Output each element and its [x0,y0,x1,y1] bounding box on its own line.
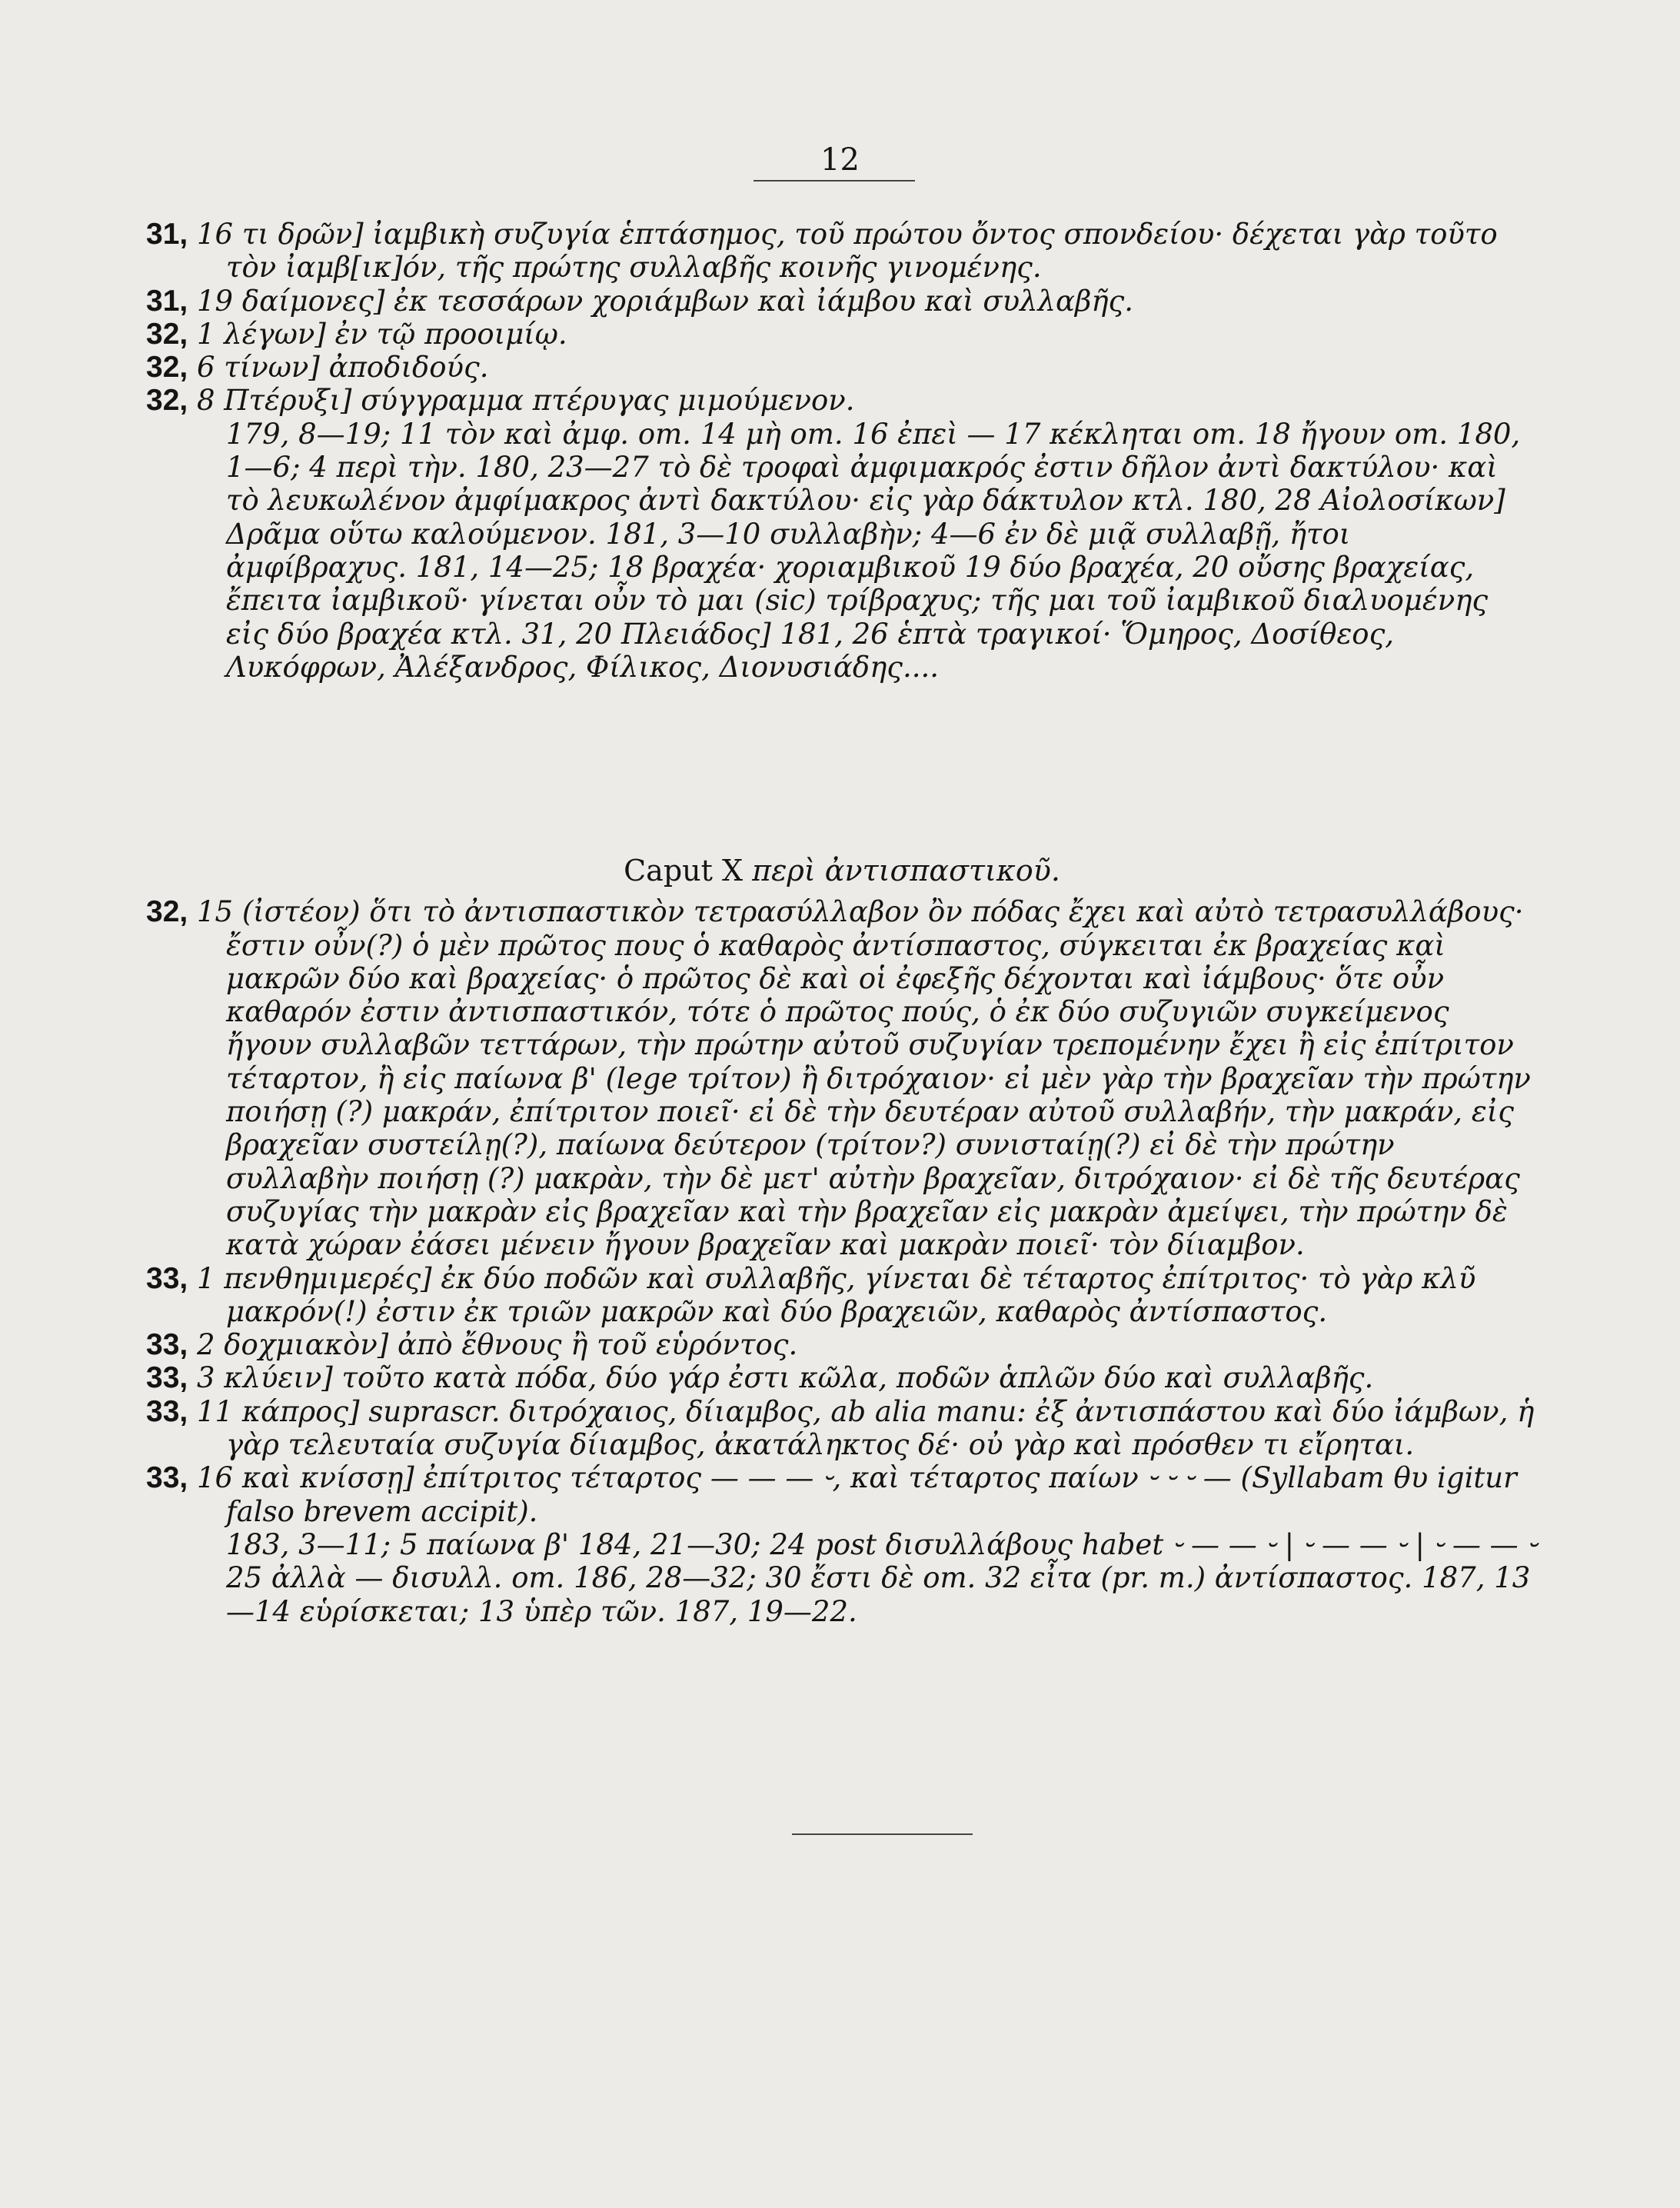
entry-text: 2 δοχμιακὸν] ἀπὸ ἔθνους ἢ τοῦ εὑρόντος. [196,1328,798,1362]
commentary-entry [146,318,1538,351]
entry-text: 16 τι δρῶν] ἰαμβικὴ συζυγία ἑπτάσημος, τοῦ πρώτου ὄντος σπονδείου· δέχεται γὰρ τοῦτο τὸν ἰαμβ[ικ]όν, τῆς πρώτης συλλαβῆς κοινῆς γινομένης. [196,218,1498,285]
entry-reference: 31, [146,284,188,318]
footer-rule [792,1833,973,1835]
entry-reference: 32, [146,351,188,385]
collation-note: 179, 8—19; 11 τὸν καὶ ἀμφ. om. 14 μὴ om. 16 ἐπεὶ — 17 κέκληται om. 18 ἤγουν om. 180, 1—6; 4 περὶ τὴν. 180, 23—27 τὸ δὲ τροφαὶ ἀμφιμακρός ἐστιν δῆλον ἀντὶ δακτύλου· καὶ τὸ λευκωλένον ἀμφίμακρος ἀντὶ δακτύλου· εἰς γὰρ δάκτυλον κτλ. 180, 28 Αἰολοσίκων] Δρᾶμα οὕτω καλούμενον. 181, 3—10 συλλαβὴν; 4—6 ἐν δὲ μιᾷ συλλαβῇ, ἤτοι ἀμφίβραχυς. 181, 14—25; 18 βραχέα· χοριαμβικοῦ 19 δύο βραχέα, 20 οὔσης βραχείας, ἔπειτα ἰαμβικοῦ· γίνεται οὖν τὸ μαι (sic) τρίβραχυς; τῆς μαι τοῦ ἰαμβικοῦ διαλυομένης εἰς δύο βραχέα κτλ. 31, 20 Πλειάδος] 181, 26 ἑπτὰ τραγικοί· Ὅμηρος, Δοσίθεος, Λυκόφρων, Ἀλέξανδρος, Φίλικος, Διονυσιάδης.... [226,417,1521,684]
entry-text: 11 κάπρος] suprascr. διτρόχαιος, δίιαμβος, ab alia manu: ἐξ ἀντισπάστου καὶ δύο ἰάμβων, ἡ γὰρ τελευταία συζυγία δίιαμβος, ἀκατάληκτος δέ· οὐ γὰρ καὶ πρόσθεν τι εἴρηται. [196,1394,1535,1462]
entry-reference: 33, [146,1261,188,1295]
commentary-entry [146,1262,1538,1329]
commentary-entry [146,1461,1538,1528]
entry-text: 6 τίνων] ἀποδιδούς. [196,351,489,385]
entry-reference: 32, [146,384,188,418]
commentary-entry [146,1361,1538,1394]
header-rule [754,180,915,182]
caput-label: Caput X [624,854,744,888]
entry-reference: 33, [146,1328,188,1362]
entry-text: 1 λέγων] ἐν τῷ προοιμίῳ. [196,317,567,351]
entry-reference: 32, [146,895,188,929]
entry-text: 19 δαίμονες] ἐκ τεσσάρων χοριάμβων καὶ ἰάμβου καὶ συλλαβῆς. [196,284,1134,318]
commentary-entry [146,895,1538,1261]
commentary-entry [146,1328,1538,1361]
entry-reference: 31, [146,218,188,251]
entry-reference: 33, [146,1361,188,1395]
commentary-entry [146,1395,1538,1462]
page-number: 12 [820,142,860,178]
collation-note: 183, 3—11; 5 παίωνα β' 184, 21—30; 24 post δισυλλάβους habet ⏑ — — ⏑ | ⏑ — — ⏑ | ⏑ — — ⏑ 25 ἀλλὰ — δισυλλ. om. 186, 28—32; 30 ἔστι δὲ om. 32 εἶτα (pr. m.) ἀντίσπαστος. 187, 13—14 εὑρίσκεται; 13 ὑπὲρ τῶν. 187, 19—22. [226,1527,1537,1628]
commentary-entry [146,285,1538,318]
entry-reference: 32, [146,317,188,351]
entry-text: 15 (ἰστέον) ὅτι τὸ ἀντισπαστικὸν τετρασύλλαβον ὂν πόδας ἔχει καὶ αὐτὸ τετρασυλλάβους· ἔστιν οὖν(?) ὁ μὲν πρῶτος πους ὁ καθαρὸς ἀντίσπαστος, σύγκειται ἐκ βραχείας καὶ μακρῶν δύο καὶ βραχείας· ὁ πρῶτος δὲ καὶ οἱ ἐφεξῆς δέχονται καὶ ἰάμβους· ὅτε οὖν καθαρόν ἐστιν ἀντισπαστικόν, τότε ὁ πρῶτος πούς, ὁ ἐκ δύο συζυγιῶν συγκείμενος ἤγουν συλλαβῶν τεττάρων, τὴν πρώτην αὐτοῦ συζυγίαν τρεπομένην ἔχει ἢ εἰς ἐπίτριτον τέταρτον, ἢ εἰς παίωνα β' (lege τρίτον) ἢ διτρόχαιον· εἰ μὲν γὰρ τὴν βραχεῖαν τὴν πρώτην ποιήσῃ (?) μακράν, ἐπίτριτον ποιεῖ· εἰ δὲ τὴν δευτέραν αὐτοῦ συλλαβήν, τὴν μακράν, εἰς βραχεῖαν συστείλῃ(?), παίωνα δεύτερον (τρίτον?) συνισταίῃ(?) εἰ δὲ τὴν πρώτην συλλαβὴν ποιήσῃ (?) μακρὰν, τὴν δὲ μετ' αὐτὴν βραχεῖαν, διτρόχαιον· εἰ δὲ τῆς δευτέρας συζυγίας τὴν μακρὰν εἰς βραχεῖαν καὶ τὴν βραχεῖαν εἰς μακρὰν ἀμείψει, τὴν πρώτην δὲ κατὰ χώραν ἐάσει μένειν ἤγουν βραχεῖαν καὶ μακρὰν ποιεῖ· τὸν δίιαμβον. [196,895,1531,1262]
commentary-caput [146,844,1538,1628]
commentary-entry [146,351,1538,384]
entry-text: 1 πενθημιμερές] ἐκ δύο ποδῶν καὶ συλλαβῆς, γίνεται δὲ τέταρτος ἐπίτριτος· τὸ γὰρ κλῦ μακρόν(!) ἐστιν ἐκ τριῶν μακρῶν καὶ δύο βραχειῶν, καθαρὸς ἀντίσπαστος. [196,1261,1476,1328]
caput-heading [146,854,1538,888]
entry-text: 16 καὶ κνίσσῃ] ἐπίτριτος τέταρτος — — — ⏑, καὶ τέταρτος παίων ⏑ ⏑ ⏑ — (Syllabam θυ igitur falso brevem accipit). [196,1461,1517,1528]
commentary-entry [146,384,1538,417]
entry-text: 3 κλύειν] τοῦτο κατὰ πόδα, δύο γάρ ἐστι κῶλα, ποδῶν ἁπλῶν δύο καὶ συλλαβῆς. [196,1361,1374,1395]
commentary-entry [146,218,1538,285]
caput-title: περὶ ἀντισπαστικοῦ. [752,854,1060,888]
entry-reference: 33, [146,1394,188,1428]
entry-reference: 33, [146,1461,188,1495]
entry-text: 8 Πτέρυξι] σύγγραμμα πτέρυγας μιμούμενον. [196,384,855,418]
commentary-top [146,218,1538,684]
